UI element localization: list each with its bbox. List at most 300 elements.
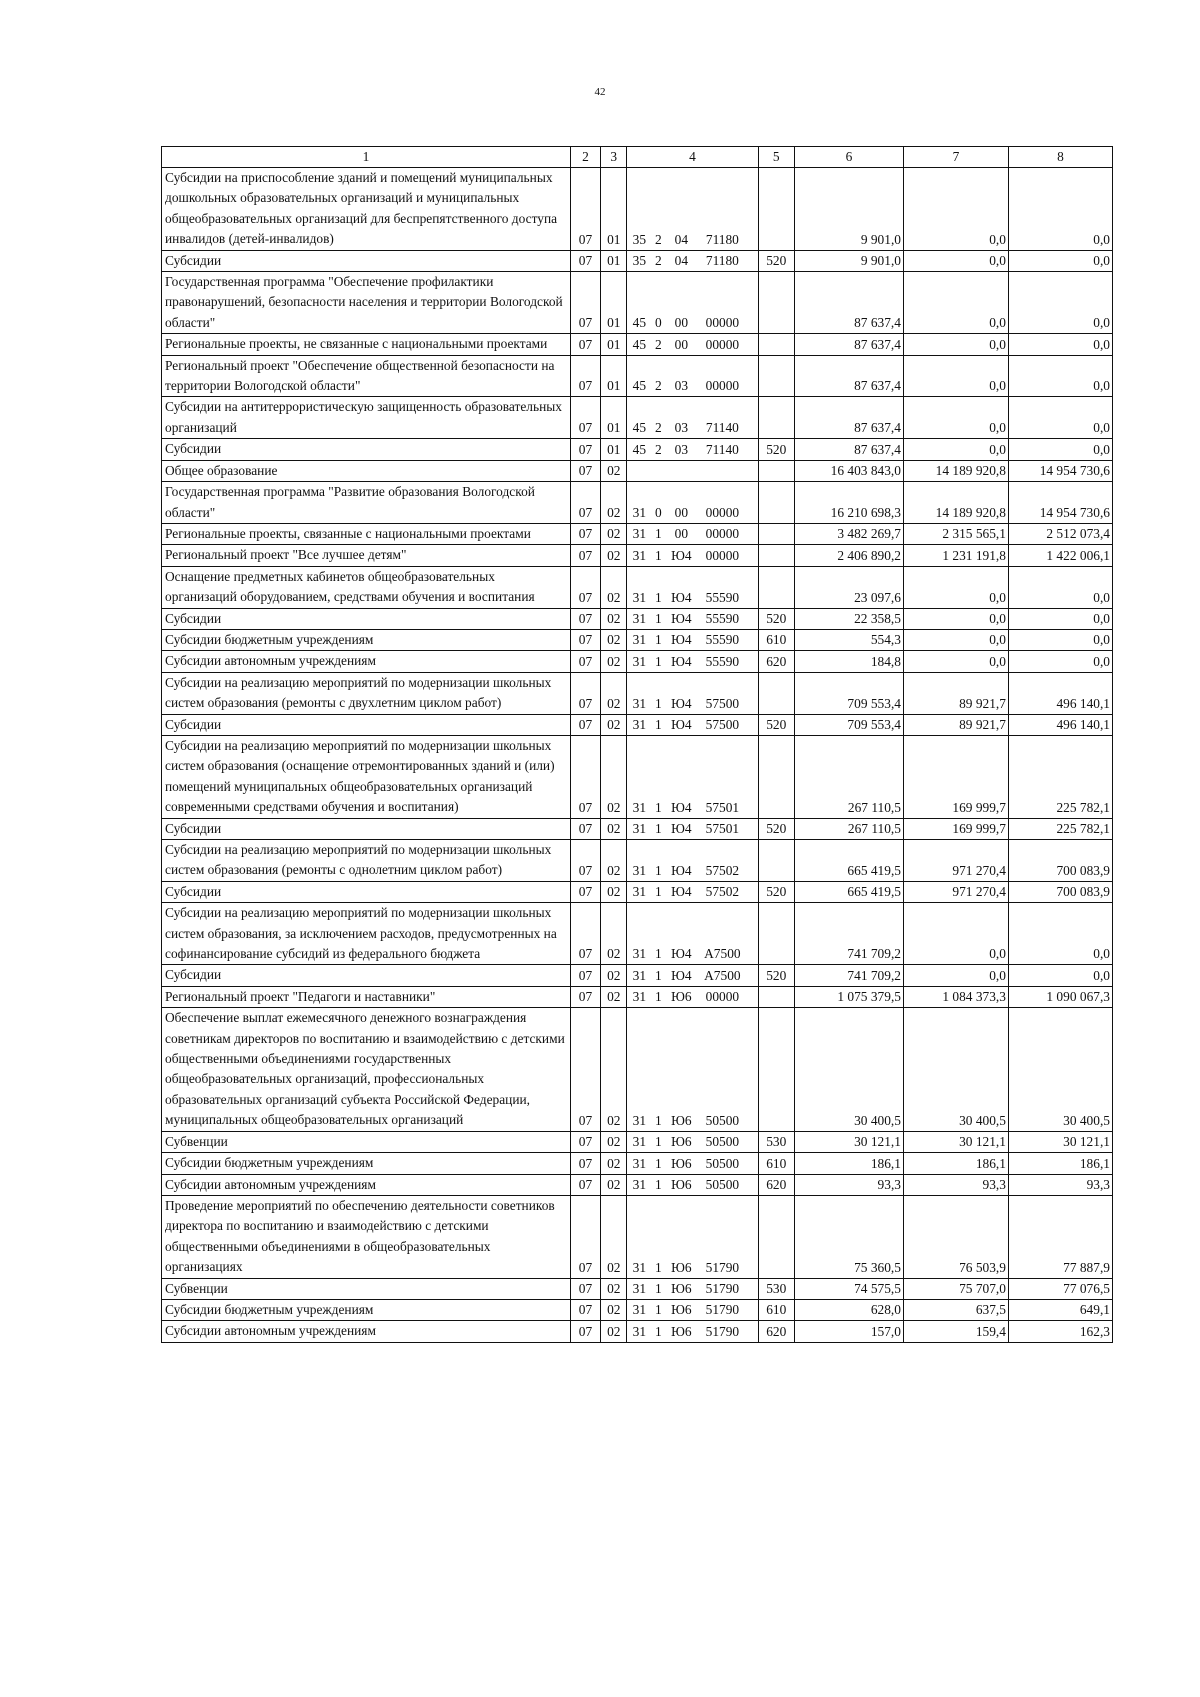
target-direction: 51790 <box>705 1323 740 1339</box>
row-target-article <box>627 881 758 902</box>
target-group: 1 <box>655 946 662 962</box>
target-program: 31 <box>632 989 647 1005</box>
row-section: 07 <box>570 735 600 818</box>
target-project: Ю4 <box>671 547 692 563</box>
row-name: Субсидии автономным учреждениям <box>162 651 571 672</box>
table-row <box>162 439 1113 460</box>
target-group: 2 <box>655 336 662 352</box>
row-section: 07 <box>570 523 600 544</box>
table-row <box>162 523 1113 544</box>
table-row <box>162 168 1113 251</box>
row-amount-col6: 87 637,4 <box>794 355 903 397</box>
row-subsection: 02 <box>601 566 627 608</box>
row-section: 07 <box>570 903 600 965</box>
row-name: Субсидии <box>162 714 571 735</box>
row-target-article <box>627 1321 758 1342</box>
row-target-article <box>627 1278 758 1299</box>
row-amount-col6: 741 709,2 <box>794 965 903 986</box>
target-program: 31 <box>632 967 647 983</box>
row-expense-type <box>758 355 794 397</box>
row-name: Субвенции <box>162 1131 571 1152</box>
target-direction: 00000 <box>705 378 740 394</box>
table-row <box>162 986 1113 1007</box>
target-direction: 50500 <box>705 1134 740 1150</box>
row-name: Государственная программа "Развитие образования Вологодской области" <box>162 482 571 524</box>
row-amount-col6: 665 419,5 <box>794 840 903 882</box>
row-name: Региональные проекты, связанные с национальными проектами <box>162 523 571 544</box>
table-row <box>162 840 1113 882</box>
target-program: 31 <box>632 716 647 732</box>
row-amount-col7: 0,0 <box>903 608 1008 629</box>
target-project: Ю4 <box>671 946 692 962</box>
table-row <box>162 629 1113 650</box>
row-name: Субсидии <box>162 881 571 902</box>
row-expense-type: 520 <box>758 881 794 902</box>
row-amount-col7: 75 707,0 <box>903 1278 1008 1299</box>
row-section: 07 <box>570 965 600 986</box>
row-amount-col8: 0,0 <box>1008 334 1112 355</box>
header-row <box>162 147 1113 168</box>
row-subsection: 02 <box>601 714 627 735</box>
row-name: Субвенции <box>162 1278 571 1299</box>
row-amount-col7: 30 121,1 <box>903 1131 1008 1152</box>
table-row <box>162 818 1113 839</box>
target-direction: А7500 <box>704 967 741 983</box>
row-amount-col8: 0,0 <box>1008 629 1112 650</box>
target-project: Ю4 <box>671 884 692 900</box>
row-amount-col8: 496 140,1 <box>1008 714 1112 735</box>
target-program: 31 <box>632 589 647 605</box>
row-name: Проведение мероприятий по обеспечению деятельности советников директора по воспитанию и взаимодействию с детскими общественными объединениями в общеобразовательных организациях <box>162 1195 571 1278</box>
target-group: 1 <box>655 1259 662 1275</box>
target-project: Ю6 <box>671 1155 692 1171</box>
row-expense-type <box>758 272 794 334</box>
row-subsection: 01 <box>601 355 627 397</box>
row-amount-col8: 496 140,1 <box>1008 672 1112 714</box>
table-row <box>162 1131 1113 1152</box>
table-row <box>162 881 1113 902</box>
row-expense-type: 530 <box>758 1278 794 1299</box>
target-program: 31 <box>632 1176 647 1192</box>
table-row <box>162 460 1113 481</box>
row-subsection: 02 <box>601 965 627 986</box>
row-section: 07 <box>570 840 600 882</box>
table-row <box>162 250 1113 271</box>
target-program: 31 <box>632 862 647 878</box>
page-number: 42 <box>594 86 606 98</box>
row-expense-type <box>758 168 794 251</box>
row-amount-col7: 0,0 <box>903 439 1008 460</box>
target-direction: 00000 <box>705 336 740 352</box>
row-expense-type: 520 <box>758 439 794 460</box>
row-name: Региональный проект "Обеспечение общественной безопасности на территории Вологодской области" <box>162 355 571 397</box>
row-expense-type: 520 <box>758 250 794 271</box>
target-group: 1 <box>655 821 662 836</box>
target-project: Ю4 <box>671 967 692 983</box>
target-program: 31 <box>632 946 647 962</box>
row-amount-col8: 1 090 067,3 <box>1008 986 1112 1007</box>
row-subsection: 02 <box>601 629 627 650</box>
row-amount-col8: 0,0 <box>1008 566 1112 608</box>
row-subsection: 01 <box>601 334 627 355</box>
row-amount-col7: 14 189 920,8 <box>903 460 1008 481</box>
target-project: 00 <box>674 526 689 542</box>
row-target-article <box>627 672 758 714</box>
row-expense-type: 520 <box>758 818 794 839</box>
row-target-article <box>627 965 758 986</box>
row-section: 07 <box>570 482 600 524</box>
row-name: Субсидии <box>162 608 571 629</box>
target-project: Ю6 <box>671 989 692 1005</box>
row-amount-col8: 14 954 730,6 <box>1008 482 1112 524</box>
row-amount-col8: 14 954 730,6 <box>1008 460 1112 481</box>
target-project: 00 <box>674 336 689 352</box>
row-subsection: 02 <box>601 651 627 672</box>
row-amount-col8: 186,1 <box>1008 1153 1112 1174</box>
row-subsection: 02 <box>601 460 627 481</box>
row-name: Обеспечение выплат ежемесячного денежного вознаграждения советникам директоров по воспитанию и взаимодействию с детскими общественными объединениями государственных общеобразовательных организаций, профессиональных образовательных организаций субъекта Российской Федерации, муниципальных общеобразовательных организаций <box>162 1008 571 1131</box>
row-target-article <box>627 986 758 1007</box>
row-amount-col7: 0,0 <box>903 629 1008 650</box>
row-amount-col8: 77 076,5 <box>1008 1278 1112 1299</box>
row-name: Субсидии <box>162 818 571 839</box>
row-subsection: 02 <box>601 881 627 902</box>
row-expense-type: 610 <box>758 1299 794 1320</box>
row-name: Региональные проекты, не связанные с национальными проектами <box>162 334 571 355</box>
row-amount-col6: 3 482 269,7 <box>794 523 903 544</box>
row-name: Субсидии на реализацию мероприятий по модернизации школьных систем образования (ремонты с однолетним циклом работ) <box>162 840 571 882</box>
row-name: Субсидии <box>162 965 571 986</box>
target-group: 1 <box>655 1176 662 1192</box>
row-subsection: 02 <box>601 1278 627 1299</box>
row-expense-type: 610 <box>758 629 794 650</box>
row-section: 07 <box>570 1131 600 1152</box>
row-section: 07 <box>570 1321 600 1342</box>
target-project: Ю4 <box>671 653 692 669</box>
target-program: 45 <box>632 336 647 352</box>
table-row <box>162 334 1113 355</box>
row-amount-col7: 14 189 920,8 <box>903 482 1008 524</box>
target-direction: 00000 <box>705 526 740 542</box>
row-name: Региональный проект "Педагоги и наставники" <box>162 986 571 1007</box>
row-amount-col7: 971 270,4 <box>903 840 1008 882</box>
target-project: Ю6 <box>671 1112 692 1128</box>
row-expense-type <box>758 482 794 524</box>
row-amount-col8: 1 422 006,1 <box>1008 545 1112 566</box>
row-amount-col6: 87 637,4 <box>794 397 903 439</box>
row-subsection: 02 <box>601 1008 627 1131</box>
row-target-article <box>627 355 758 397</box>
target-program: 31 <box>632 1155 647 1171</box>
row-target-article <box>627 272 758 334</box>
target-project: Ю6 <box>671 1176 692 1192</box>
target-group: 1 <box>655 862 662 878</box>
target-direction: 55590 <box>705 632 740 648</box>
row-subsection: 02 <box>601 818 627 839</box>
row-name: Региональный проект "Все лучшее детям" <box>162 545 571 566</box>
table-row <box>162 735 1113 818</box>
row-amount-col6: 87 637,4 <box>794 334 903 355</box>
table-row <box>162 397 1113 439</box>
row-name: Оснащение предметных кабинетов общеобразовательных организаций оборудованием, средствами обучения и воспитания <box>162 566 571 608</box>
row-subsection: 01 <box>601 168 627 251</box>
target-program: 31 <box>632 504 647 520</box>
row-subsection: 01 <box>601 439 627 460</box>
row-target-article <box>627 1299 758 1320</box>
target-program: 31 <box>632 526 647 542</box>
header-col-7: 7 <box>903 147 1008 168</box>
target-direction: 00000 <box>705 989 740 1005</box>
budget-table <box>161 146 1113 1343</box>
row-amount-col6: 9 901,0 <box>794 168 903 251</box>
row-section: 07 <box>570 672 600 714</box>
row-expense-type: 620 <box>758 1174 794 1195</box>
row-amount-col7: 89 921,7 <box>903 714 1008 735</box>
target-program: 35 <box>632 231 647 247</box>
row-section: 07 <box>570 460 600 481</box>
row-amount-col7: 1 084 373,3 <box>903 986 1008 1007</box>
row-amount-col7: 0,0 <box>903 651 1008 672</box>
target-program: 31 <box>632 653 647 669</box>
row-expense-type <box>758 840 794 882</box>
row-amount-col7: 1 231 191,8 <box>903 545 1008 566</box>
row-amount-col6: 267 110,5 <box>794 735 903 818</box>
row-target-article <box>627 439 758 460</box>
target-program: 31 <box>632 799 647 815</box>
row-amount-col6: 554,3 <box>794 629 903 650</box>
row-target-article <box>627 1131 758 1152</box>
row-subsection: 02 <box>601 523 627 544</box>
row-amount-col8: 700 083,9 <box>1008 840 1112 882</box>
row-subsection: 02 <box>601 608 627 629</box>
target-project: Ю4 <box>671 589 692 605</box>
row-expense-type <box>758 1195 794 1278</box>
table-row <box>162 714 1113 735</box>
row-expense-type <box>758 566 794 608</box>
row-amount-col7: 0,0 <box>903 965 1008 986</box>
row-expense-type <box>758 397 794 439</box>
row-expense-type <box>758 545 794 566</box>
row-amount-col6: 157,0 <box>794 1321 903 1342</box>
row-subsection: 02 <box>601 1321 627 1342</box>
row-target-article <box>627 818 758 839</box>
row-section: 07 <box>570 881 600 902</box>
table-row <box>162 1321 1113 1342</box>
target-program: 31 <box>632 821 647 836</box>
row-section: 07 <box>570 250 600 271</box>
target-project: 04 <box>674 253 689 269</box>
target-direction: 55590 <box>705 610 740 626</box>
table-row <box>162 482 1113 524</box>
row-target-article <box>627 651 758 672</box>
target-direction: 50500 <box>705 1112 740 1128</box>
target-group: 1 <box>655 1323 662 1339</box>
row-name: Субсидии <box>162 250 571 271</box>
row-amount-col7: 2 315 565,1 <box>903 523 1008 544</box>
target-project: Ю6 <box>671 1323 692 1339</box>
table-row <box>162 903 1113 965</box>
row-amount-col7: 971 270,4 <box>903 881 1008 902</box>
row-section: 07 <box>570 714 600 735</box>
target-project: Ю4 <box>671 716 692 732</box>
table-row <box>162 1195 1113 1278</box>
row-expense-type: 520 <box>758 714 794 735</box>
row-section: 07 <box>570 566 600 608</box>
row-amount-col6: 186,1 <box>794 1153 903 1174</box>
table-row <box>162 355 1113 397</box>
row-expense-type <box>758 1008 794 1131</box>
row-amount-col6: 16 210 698,3 <box>794 482 903 524</box>
header-col-5: 5 <box>758 147 794 168</box>
row-amount-col6: 30 400,5 <box>794 1008 903 1131</box>
row-section: 07 <box>570 397 600 439</box>
row-section: 07 <box>570 355 600 397</box>
target-program: 45 <box>632 378 647 394</box>
row-subsection: 02 <box>601 1174 627 1195</box>
row-section: 07 <box>570 272 600 334</box>
table-body <box>162 168 1113 1343</box>
row-name: Субсидии автономным учреждениям <box>162 1174 571 1195</box>
row-target-article <box>627 482 758 524</box>
target-group: 1 <box>655 1280 662 1296</box>
row-amount-col6: 22 358,5 <box>794 608 903 629</box>
row-section: 07 <box>570 1278 600 1299</box>
target-direction: 57501 <box>705 821 740 836</box>
row-amount-col6: 23 097,6 <box>794 566 903 608</box>
row-subsection: 01 <box>601 397 627 439</box>
row-amount-col6: 9 901,0 <box>794 250 903 271</box>
row-amount-col8: 0,0 <box>1008 651 1112 672</box>
row-amount-col7: 0,0 <box>903 168 1008 251</box>
row-amount-col6: 709 553,4 <box>794 672 903 714</box>
target-direction: 51790 <box>705 1280 740 1296</box>
row-name: Субсидии на реализацию мероприятий по модернизации школьных систем образования (ремонты с двухлетним циклом работ) <box>162 672 571 714</box>
target-project: Ю6 <box>671 1259 692 1275</box>
target-direction: 57500 <box>705 695 740 711</box>
row-amount-col7: 93,3 <box>903 1174 1008 1195</box>
row-amount-col8: 0,0 <box>1008 168 1112 251</box>
row-section: 07 <box>570 545 600 566</box>
row-subsection: 02 <box>601 840 627 882</box>
target-program: 31 <box>632 695 647 711</box>
target-direction: 57502 <box>705 862 740 878</box>
target-direction: 00000 <box>705 504 740 520</box>
row-amount-col7: 0,0 <box>903 272 1008 334</box>
row-target-article <box>627 168 758 251</box>
target-direction: 50500 <box>705 1176 740 1192</box>
target-group: 1 <box>655 884 662 900</box>
row-name: Субсидии автономным учреждениям <box>162 1321 571 1342</box>
row-amount-col6: 93,3 <box>794 1174 903 1195</box>
row-section: 07 <box>570 1008 600 1131</box>
row-subsection: 02 <box>601 1195 627 1278</box>
row-expense-type <box>758 672 794 714</box>
target-direction: А7500 <box>704 946 741 962</box>
row-section: 07 <box>570 986 600 1007</box>
target-program: 31 <box>632 1112 647 1128</box>
row-amount-col8: 0,0 <box>1008 397 1112 439</box>
target-project: 00 <box>674 315 689 331</box>
row-name: Государственная программа "Обеспечение профилактики правонарушений, безопасности населения и территории Вологодской области" <box>162 272 571 334</box>
target-project: 04 <box>674 231 689 247</box>
row-amount-col8: 2 512 073,4 <box>1008 523 1112 544</box>
table-row <box>162 1278 1113 1299</box>
row-amount-col8: 225 782,1 <box>1008 735 1112 818</box>
row-target-article <box>627 334 758 355</box>
target-group: 1 <box>655 589 662 605</box>
header-col-3: 3 <box>601 147 627 168</box>
target-project: 03 <box>674 420 689 436</box>
row-section: 07 <box>570 439 600 460</box>
target-direction: 55590 <box>705 589 740 605</box>
target-project: Ю6 <box>671 1280 692 1296</box>
row-target-article <box>627 566 758 608</box>
row-expense-type: 520 <box>758 608 794 629</box>
table-row <box>162 1174 1113 1195</box>
row-amount-col8: 0,0 <box>1008 903 1112 965</box>
row-amount-col6: 75 360,5 <box>794 1195 903 1278</box>
row-amount-col7: 169 999,7 <box>903 735 1008 818</box>
row-subsection: 02 <box>601 1153 627 1174</box>
row-target-article <box>627 714 758 735</box>
row-amount-col6: 74 575,5 <box>794 1278 903 1299</box>
row-name: Субсидии бюджетным учреждениям <box>162 1299 571 1320</box>
row-target-article <box>627 250 758 271</box>
row-section: 07 <box>570 1299 600 1320</box>
table-row <box>162 608 1113 629</box>
row-section: 07 <box>570 1153 600 1174</box>
row-section: 07 <box>570 651 600 672</box>
row-amount-col7: 76 503,9 <box>903 1195 1008 1278</box>
row-subsection: 02 <box>601 903 627 965</box>
row-amount-col7: 169 999,7 <box>903 818 1008 839</box>
target-project: Ю4 <box>671 821 692 836</box>
target-group: 1 <box>655 716 662 732</box>
row-amount-col6: 1 075 379,5 <box>794 986 903 1007</box>
row-amount-col7: 0,0 <box>903 355 1008 397</box>
row-subsection: 02 <box>601 1299 627 1320</box>
header-col-4: 4 <box>627 147 758 168</box>
row-target-article <box>627 735 758 818</box>
target-direction: 00000 <box>705 547 740 563</box>
row-amount-col6: 2 406 890,2 <box>794 545 903 566</box>
row-amount-col7: 0,0 <box>903 397 1008 439</box>
target-program: 31 <box>632 884 647 900</box>
row-expense-type: 620 <box>758 1321 794 1342</box>
row-section: 07 <box>570 334 600 355</box>
row-amount-col8: 0,0 <box>1008 355 1112 397</box>
table-header <box>162 147 1113 168</box>
target-direction: 57501 <box>705 799 740 815</box>
target-group: 1 <box>655 1134 662 1150</box>
target-project: 03 <box>674 441 689 457</box>
row-expense-type <box>758 735 794 818</box>
target-group: 0 <box>655 504 662 520</box>
target-group: 2 <box>655 378 662 394</box>
row-section: 07 <box>570 818 600 839</box>
row-name: Субсидии на реализацию мероприятий по модернизации школьных систем образования, за исключением расходов, предусмотренных на софинансирование субсидий из федерального бюджета <box>162 903 571 965</box>
target-project: 03 <box>674 378 689 394</box>
target-direction: 51790 <box>705 1302 740 1318</box>
row-amount-col8: 162,3 <box>1008 1321 1112 1342</box>
header-col-2: 2 <box>570 147 600 168</box>
target-project: 00 <box>674 504 689 520</box>
row-subsection: 02 <box>601 1131 627 1152</box>
target-direction: 71180 <box>705 253 739 269</box>
row-amount-col7: 0,0 <box>903 250 1008 271</box>
row-amount-col8: 649,1 <box>1008 1299 1112 1320</box>
row-target-article <box>627 545 758 566</box>
